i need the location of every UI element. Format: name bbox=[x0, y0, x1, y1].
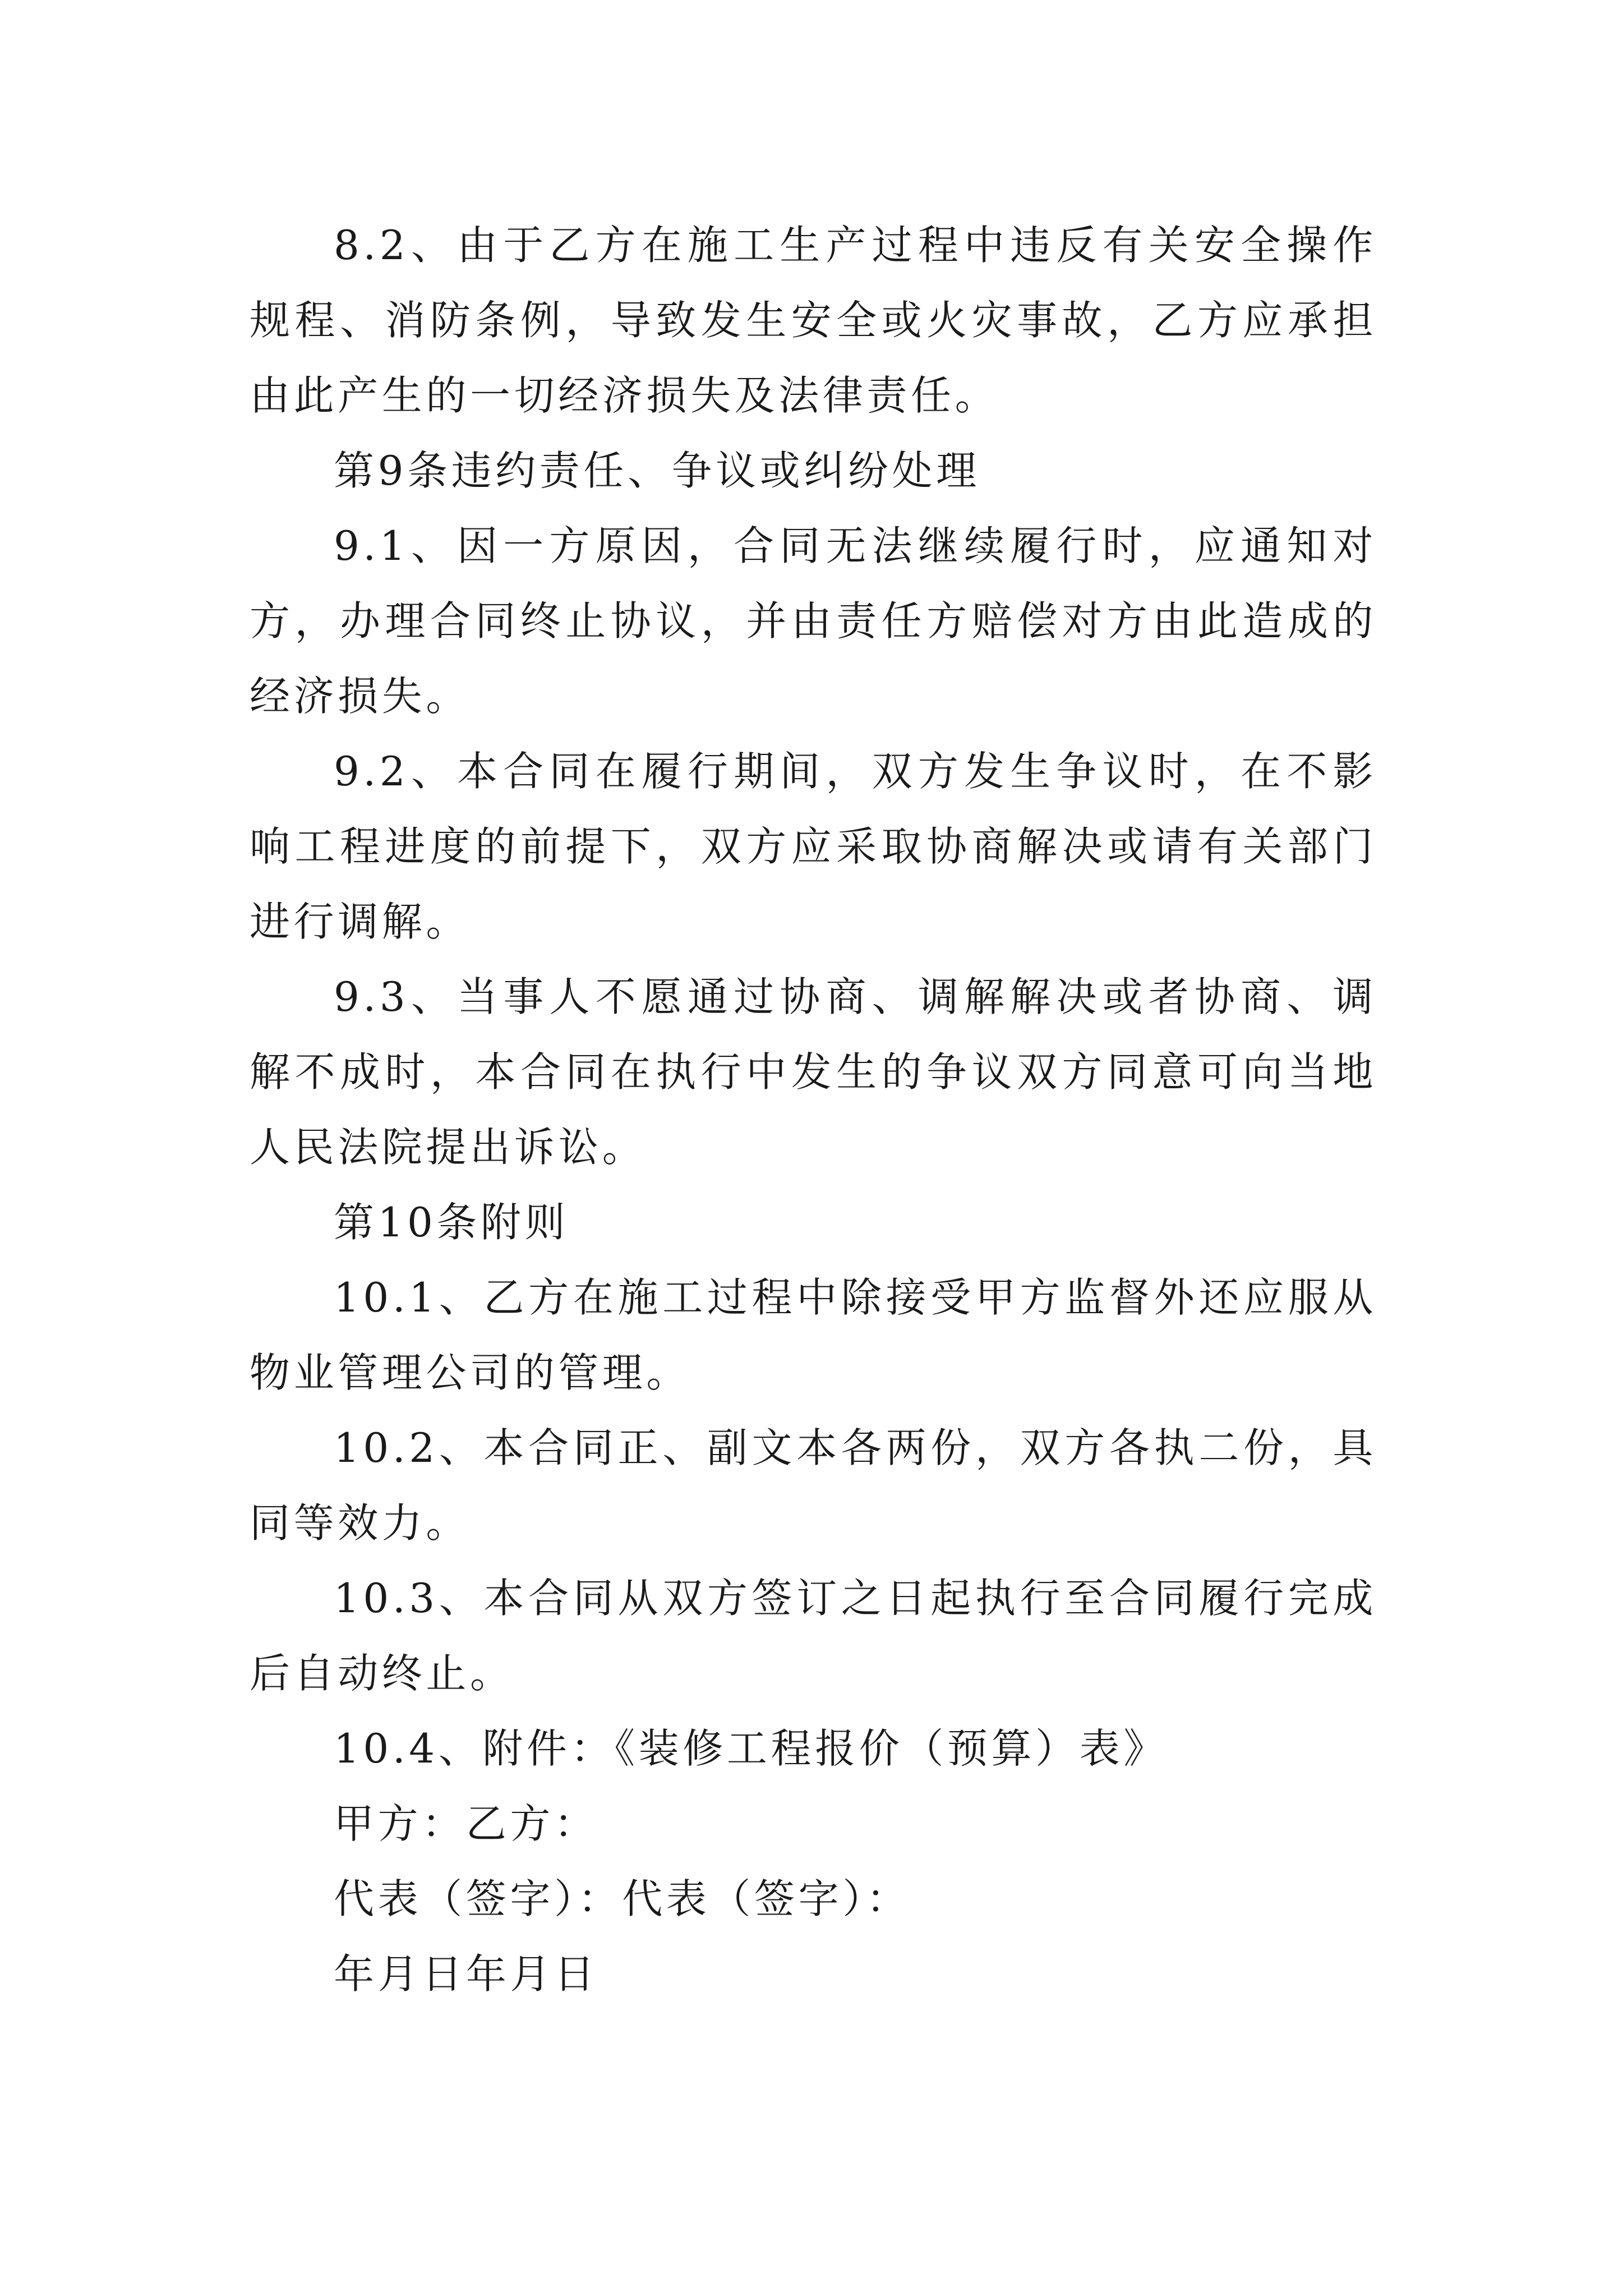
signature-date-line: 年月日年月日 bbox=[334, 1950, 598, 1998]
article-9-heading: 第9条违约责任、争议或纠纷处理 bbox=[334, 447, 980, 494]
clause-10-2: 10.2、本合同正、副文本各两份，双方各执二份，具同等效力。 bbox=[250, 1424, 1377, 1547]
clause-8-2: 8.2、由于乙方在施工生产过程中违反有关安全操作规程、消防条例，导致发生安全或火灾事故，乙方应承担由此产生的一切经济损失及法律责任。 bbox=[250, 222, 1377, 419]
clause-9-2: 9.2、本合同在履行期间，双方发生争议时，在不影响工程进度的前提下，双方应采取协商解决或请有关部门进行调解。 bbox=[250, 748, 1377, 945]
signature-parties-line: 甲方：乙方： bbox=[334, 1800, 598, 1847]
clause-10-4-attachment: 10.4、附件：《装修工程报价（预算）表》 bbox=[334, 1725, 1168, 1772]
clause-10-1: 10.1、乙方在施工过程中除接受甲方监督外还应服从物业管理公司的管理。 bbox=[250, 1274, 1377, 1396]
article-10-heading: 第10条附则 bbox=[334, 1199, 569, 1246]
clause-9-3: 9.3、当事人不愿通过协商、调解解决或者协商、调解不成时，本合同在执行中发生的争议双方同意可向当地人民法院提出诉讼。 bbox=[250, 973, 1377, 1171]
clause-10-3: 10.3、本合同从双方签订之日起执行至合同履行完成后自动终止。 bbox=[250, 1575, 1377, 1697]
signature-representatives-line: 代表（签字）：代表（签字）： bbox=[334, 1875, 911, 1922]
contract-body bbox=[250, 208, 1377, 2012]
clause-9-1: 9.1、因一方原因，合同无法继续履行时，应通知对方，办理合同终止协议，并由责任方赔偿对方由此造成的经济损失。 bbox=[250, 522, 1377, 720]
